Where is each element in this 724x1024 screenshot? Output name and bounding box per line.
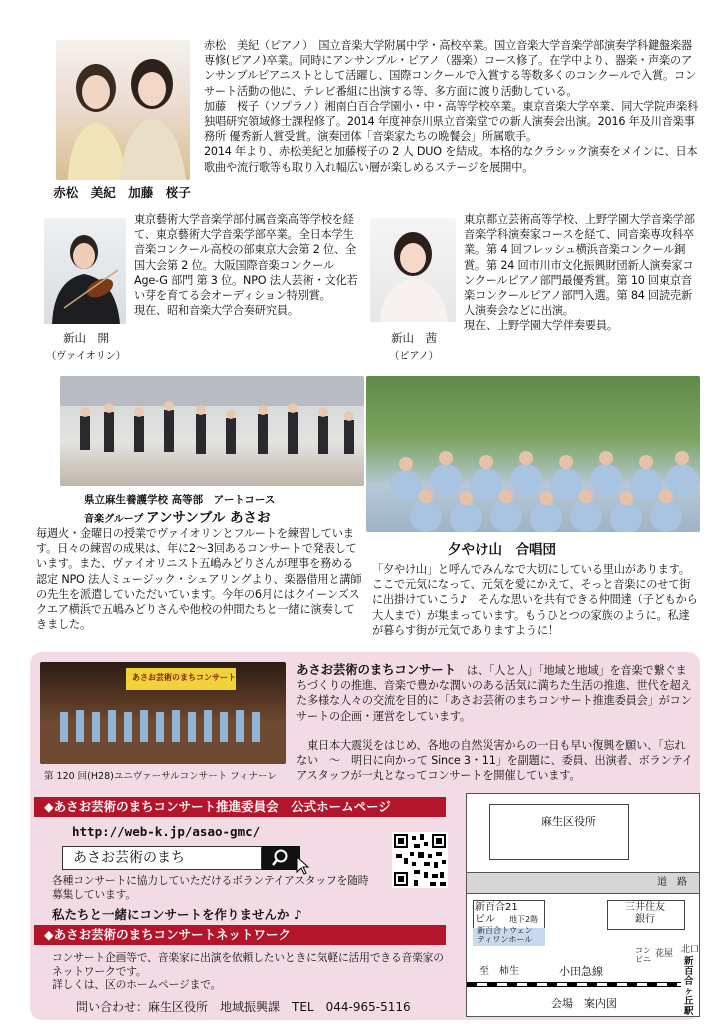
map-building2-label: 新百合トウェン ティワンホール bbox=[477, 926, 533, 944]
map-station-label: 新百合ヶ丘駅 bbox=[684, 956, 694, 1017]
ensemble-text: 毎週火・金曜日の授業でヴァイオリンとフルートを練習しています。日々の練習の成果は、年に2～3回あるコンサートで発表しています。また、ヴァイオリニスト五嶋みどりさんが理事を務める認定 NPO 法人ミュージック・シェアリングより、楽器借用と講師の先生を派遣していただいています。今年の6月にはクイーンズスクエア横浜で五嶋みどりさんや他校の仲間たちと一緒に演奏してきました。 bbox=[36, 527, 362, 632]
map-exit-label: 北口 bbox=[681, 945, 700, 955]
cursor-icon bbox=[296, 856, 310, 876]
homepage-bar: ◆あさお芸術のまちコンサート推進委員会 公式ホームページ bbox=[34, 797, 446, 817]
search-button[interactable] bbox=[262, 846, 300, 870]
choir-photo bbox=[366, 376, 700, 532]
slogan: 私たちと一緒にコンサートを作りませんか ♪ bbox=[52, 907, 302, 922]
map-title: 会場 案内図 bbox=[551, 997, 617, 1010]
volunteer-text: 各種コンサートに協力していただけるボランテイアスタッフを随時募集しています。 bbox=[52, 874, 369, 901]
violinist-name: 新山 開 bbox=[63, 331, 109, 345]
map-ward-office-building bbox=[489, 804, 629, 860]
search-icon bbox=[262, 846, 300, 870]
network-bar: ◆あさお芸術のまちコンサートネットワーク bbox=[34, 925, 446, 945]
concert-photo-caption: 第 120 回(H28)ユニヴァーサルコンサート フィナーレ bbox=[44, 771, 277, 782]
search-input[interactable]: あさお芸術のまち bbox=[62, 846, 262, 870]
pianist-bio: 東京都立芸術高等学校、上野学園大学音楽学部音楽学科演奏家コースを経て、同音楽専攻科卒業。第 4 回フレッシュ横浜音楽コンクール銅賞。第 24 回市川市文化振興財団新人演奏家コンクールピアノ部門最優秀賞。第 10 回東京音楽コンクールピアノ部門入選。第 84 回読売新人演奏会などに出演。 現在、上野学園大学伴奏要員。 bbox=[464, 213, 695, 333]
violinist-photo bbox=[44, 218, 126, 324]
map-road-label: 道 路 bbox=[657, 877, 687, 888]
venue-map bbox=[466, 793, 700, 1017]
violinist-instrument: （ヴァイオリン） bbox=[46, 351, 126, 362]
contact-info: 問い合わせ：麻生区役所 地域振興課 TEL 044-965-5116 bbox=[76, 1000, 411, 1014]
pianist-name: 新山 茜 bbox=[391, 331, 437, 345]
duo-bio: 赤松 美紀（ピアノ） 国立音楽大学附属中学・高校卒業。国立音楽大学音楽学部演奏学科鍵盤楽器専修(ピアノ)卒業。同時にアンサンブル・ピアノ（器楽）コース修了。在学中より、器楽・声楽のアンサンブルピアニストとして活躍し、国際コンクールで入賞する等数多くのコンクールで入賞。コンサート活動の他に、テレビ番組に出演する等、多方面に渡り活動している。 加藤 桜子（ソプラノ）湘南白百合学園小・中・高等学校卒業。東京音楽大学卒業、同大学院声楽科独唱研究領域修士課程修了。2014 年度神奈川県立音楽堂での新人演奏会出演。2016 年及川音楽事務所 優秀新人賞受賞。演奏団体「音楽家たちの晩餐会」所属歌手。 2014 年より、赤松美紀と加藤桜子の 2 人 DUO を結成。本格的なクラシック演奏をメインに、日本歌曲や流行歌等も取り入れ幅広い層が楽しめるステージを展開中。 bbox=[204, 39, 699, 174]
map-railway-label: 小田急線 bbox=[559, 965, 603, 978]
homepage-url[interactable]: http://web-k.jp/asao-gmc/ bbox=[72, 824, 261, 839]
pianist-instrument: （ピアノ） bbox=[389, 351, 439, 362]
ensemble-photo bbox=[60, 376, 364, 486]
concert-desc-2: 東日本大震災をはじめ、各地の自然災害からの一日も早い復興を願い、「忘れない ～ 明日に向かって Since 3・11」を副題に、委員、出演者、ボランテイアスタッフが一丸となってコンサートを開催しています。 bbox=[296, 739, 693, 783]
ensemble-name: アンサンブル あさお bbox=[146, 510, 271, 526]
choir-text: 「夕やけ山」と呼んでみんなで大切にしている里山があります。ここで元気になって、元気を愛にかえて、そっと音楽にのせて街に出掛けていこう♪ そんな思いを共有できる仲間達（子どもから大人まで）が集まっています。もうひとつの家族のように。私達が暮らす街が元気でありますように！ bbox=[372, 563, 698, 637]
map-railway-line bbox=[467, 982, 681, 987]
map-conv-label: コン ビニ bbox=[635, 946, 651, 964]
duo-caption: 赤松 美紀 加藤 桜子 bbox=[53, 185, 191, 200]
map-flower-label: 花屋 bbox=[655, 949, 674, 959]
qr-code-icon bbox=[392, 832, 448, 888]
pianist-photo bbox=[370, 218, 456, 322]
duo-photo bbox=[56, 40, 190, 180]
map-building1-b2: 地下2階 bbox=[509, 915, 539, 924]
concert-banner-text: あさお芸術のまちコンサート bbox=[132, 673, 236, 682]
concert-desc-1: は、「人と人」「地域と地域」を音楽で繋ぐまちづくりの推進、音楽で豊かな潤いのある活気に満ちた生活の推進、世代を超えた多様な人々の交流を目的に「あさお芸術のまちコンサート推進委員会」がコンサートの企画・運営をしています。 bbox=[296, 664, 692, 723]
map-bank-label: 三井住友 銀行 bbox=[625, 902, 665, 925]
map-building1-label: 新百合21 ビル bbox=[475, 902, 518, 925]
violinist-bio: 東京藝術大学音楽学部付属音楽高等学校を経て、東京藝術大学音楽学部卒業。全日本学生音楽コンクール高校の部東京大会第 2 位、全国大会第 2 位。大阪国際音楽コンクール Age-G 部門 第 3 位。NPO 法人芸術・文化若い芽を育てる会オーディション特別賞。 現在、昭和音楽大学合奏研究員。 bbox=[134, 213, 358, 318]
ensemble-caption-prefix: 音楽グループ bbox=[84, 514, 144, 525]
concert-title: あさお芸術のまちコンサート bbox=[296, 662, 456, 677]
network-text: コンサート企画等で、音楽家に出演を依頼したいときに気軽に活用できる音楽家のネットワークです。 詳しくは、区のホームページまで。 bbox=[52, 951, 444, 991]
qr-code[interactable] bbox=[392, 832, 448, 888]
ensemble-caption-line1: 県立麻生養護学校 高等部 アートコース bbox=[84, 494, 276, 506]
map-ward-office: 麻生区役所 bbox=[541, 815, 596, 828]
choir-caption: 夕やけ山 合唱団 bbox=[448, 542, 556, 558]
concert-description bbox=[296, 662, 694, 724]
map-to-kakio: 至 柿生 bbox=[479, 966, 519, 977]
